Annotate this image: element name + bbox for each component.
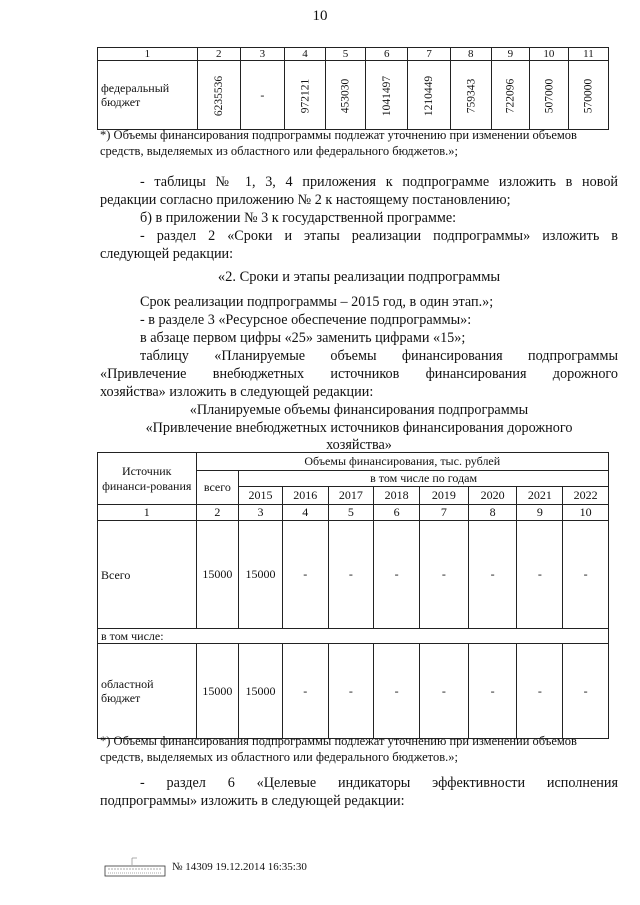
paragraph: редакции согласно приложению № 2 к настоящему постановлению; xyxy=(100,192,511,208)
column-number: 1 xyxy=(98,505,197,521)
table-cell: 15000 xyxy=(196,521,239,629)
table-header-cell: 3 xyxy=(240,48,284,61)
table-cell: - xyxy=(374,644,420,739)
table-cell: - xyxy=(563,644,609,739)
table-title: «Привлечение внебюджетных источников финансирования дорожного xyxy=(145,420,573,436)
table-cell xyxy=(491,61,529,130)
table-cell xyxy=(450,61,491,130)
paragraph: хозяйства» изложить в следующей редакции: xyxy=(100,384,374,400)
cell-value: 972121 xyxy=(298,78,311,113)
table-cell: 15000 xyxy=(239,644,283,739)
table-header-cell: 6 xyxy=(366,48,408,61)
table-row xyxy=(98,521,609,629)
year-cell: 2019 xyxy=(419,487,468,505)
table-header-cell: 7 xyxy=(408,48,450,61)
column-number: 6 xyxy=(374,505,420,521)
cell-value: 453030 xyxy=(339,78,352,113)
row-label: федеральный бюджет xyxy=(98,61,198,130)
footnote-2: *) Объемы финансирования подпрограммы подлежат уточнению при изменении объемов средств, выделяемых из областного или федерального бюджетов.»; xyxy=(100,734,577,764)
row-label: областной бюджет xyxy=(98,644,197,739)
including-label: в том числе: xyxy=(98,629,609,644)
table-cell: - xyxy=(563,521,609,629)
year-cell: 2020 xyxy=(468,487,517,505)
column-number: 2 xyxy=(196,505,239,521)
table-cell xyxy=(568,61,608,130)
table-header-cell: 2 xyxy=(197,48,240,61)
column-number: 4 xyxy=(282,505,328,521)
table-cell: - xyxy=(282,644,328,739)
page-number: 10 xyxy=(312,8,328,24)
funding-table-1 xyxy=(97,47,609,130)
table-cell: 15000 xyxy=(196,644,239,739)
table-cell: - xyxy=(328,521,374,629)
year-cell: 2015 xyxy=(239,487,283,505)
table-cell: - xyxy=(517,644,563,739)
paragraph: Срок реализации подпрограммы – 2015 год, в один этап.»; xyxy=(140,294,494,310)
cell-value: 570000 xyxy=(582,78,595,113)
table-cell xyxy=(325,61,365,130)
table-header-cell: 4 xyxy=(284,48,325,61)
table-header-row xyxy=(98,48,609,61)
table-cell xyxy=(408,61,450,130)
column-number: 5 xyxy=(328,505,374,521)
cell-value: - xyxy=(260,87,265,102)
paragraph: - раздел 2 «Сроки и этапы реализации подпрограммы» изложить в xyxy=(140,228,618,244)
table-cell: - xyxy=(468,521,517,629)
year-cell: 2021 xyxy=(517,487,563,505)
document-footer: № 14309 19.12.2014 16:35:30 xyxy=(172,861,307,873)
footnote-1: *) Объемы финансирования подпрограммы подлежат уточнению при изменении объемов средств, выделяемых из областного или федерального бюджетов.»; xyxy=(100,128,577,158)
by-years-header: в том числе по годам xyxy=(239,471,609,487)
table-cell: - xyxy=(419,644,468,739)
cell-value: 6235536 xyxy=(212,75,225,116)
table-cell: - xyxy=(328,644,374,739)
barcode-stamp-icon xyxy=(104,856,166,878)
volumes-header: Объемы финансирования, тыс. рублей xyxy=(196,453,608,471)
table-cell: - xyxy=(374,521,420,629)
table-cell xyxy=(197,61,240,130)
table-cell xyxy=(529,61,568,130)
table-cell xyxy=(366,61,408,130)
row-label: Всего xyxy=(98,521,197,629)
column-number: 10 xyxy=(563,505,609,521)
cell-value: 1041497 xyxy=(380,75,393,116)
column-numbers-row xyxy=(98,505,609,521)
table-header-cell: 9 xyxy=(491,48,529,61)
table-row xyxy=(98,61,609,130)
table-cell: - xyxy=(282,521,328,629)
cell-value: 507000 xyxy=(542,78,555,113)
year-cell: 2016 xyxy=(282,487,328,505)
paragraph: - в разделе 3 «Ресурсное обеспечение подпрограммы»: xyxy=(140,312,472,328)
cell-value: 759343 xyxy=(464,78,477,113)
table-title: хозяйства» xyxy=(326,437,392,453)
table-cell xyxy=(284,61,325,130)
paragraph: подпрограммы» изложить в следующей редакции: xyxy=(100,793,405,809)
year-cell: 2017 xyxy=(328,487,374,505)
column-number: 8 xyxy=(468,505,517,521)
table-cell: - xyxy=(517,521,563,629)
column-number: 3 xyxy=(239,505,283,521)
table-header-cell: 11 xyxy=(568,48,608,61)
paragraph: б) в приложении № 3 к государственной программе: xyxy=(140,210,457,226)
table-cell: - xyxy=(419,521,468,629)
table-cell: 15000 xyxy=(239,521,283,629)
section-title: «2. Сроки и этапы реализации подпрограммы xyxy=(217,269,501,285)
year-cell: 2022 xyxy=(563,487,609,505)
table-title: «Планируемые объемы финансирования подпрограммы xyxy=(189,402,529,418)
table-cell xyxy=(240,61,284,130)
funding-table-2 xyxy=(97,452,609,739)
paragraph: «Привлечение внебюджетных источников финансирования дорожного xyxy=(100,366,618,382)
table-row xyxy=(98,644,609,739)
column-number: 9 xyxy=(517,505,563,521)
total-header: всего xyxy=(196,471,239,505)
table-header-cell: 1 xyxy=(98,48,198,61)
paragraph: в абзаце первом цифры «25» заменить цифрами «15»; xyxy=(140,330,466,346)
table-header-cell: 10 xyxy=(529,48,568,61)
table-header-row xyxy=(98,453,609,471)
table-header-cell: 8 xyxy=(450,48,491,61)
source-header: Источник финанси-рования xyxy=(98,453,197,505)
paragraph: таблицу «Планируемые объемы финансирования подпрограммы xyxy=(140,348,618,364)
table-header-cell: 5 xyxy=(325,48,365,61)
year-cell: 2018 xyxy=(374,487,420,505)
table-row xyxy=(98,629,609,644)
cell-value: 1210449 xyxy=(423,75,436,116)
table-cell: - xyxy=(468,644,517,739)
column-number: 7 xyxy=(419,505,468,521)
paragraph: - таблицы № 1, 3, 4 приложения к подпрограмме изложить в новой xyxy=(140,174,618,190)
paragraph: следующей редакции: xyxy=(100,246,234,262)
cell-value: 722096 xyxy=(504,78,517,113)
paragraph: - раздел 6 «Целевые индикаторы эффективности исполнения xyxy=(140,775,618,791)
